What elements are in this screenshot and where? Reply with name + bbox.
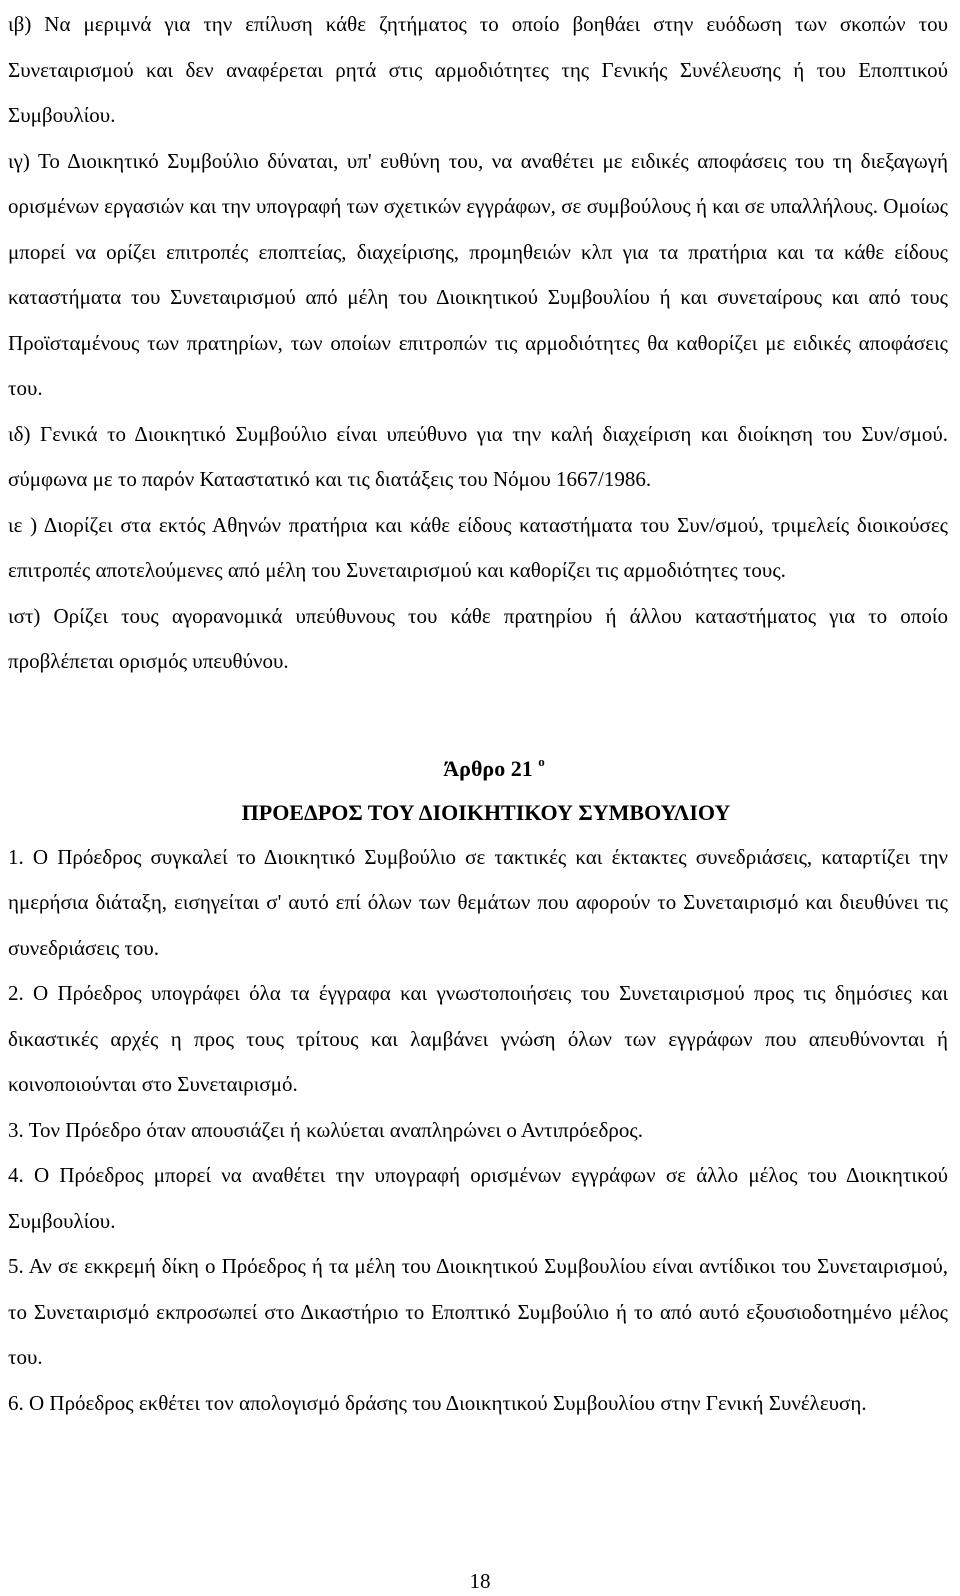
paragraph-item-12: ιβ) Να μεριμνά για την επίλυση κάθε ζητήματος το οποίο βοηθάει στην ευόδωση των σκοπών του Συνεταιρισμού και δεν αναφέρεται ρητά στις αρμοδιότητες της Γενικής Συνέλευσης ή του Εποπτικού Συμβουλίου. [8, 12, 948, 127]
paragraph-item-14: ιδ) Γενικά το Διοικητικό Συμβούλιο είναι υπεύθυνο για την καλή διαχείριση και διοίκηση του Συν/σμού. σύμφωνα με το παρόν Καταστατικό και τις διατάξεις του Νόμου 1667/1986. [8, 421, 948, 491]
paragraph-item-15: ιε ) Διορίζει στα εκτός Αθηνών πρατήρια και κάθε είδους καταστήματα του Συν/σμού, τριμελείς διοικούσες επιτροπές αποτελούμενες από μέλη του Συνεταιρισμού και καθορίζει τις αρμοδιότητες τους. [8, 512, 948, 582]
article-heading [8, 747, 948, 835]
article-title-text: Άρθρο 21 [443, 755, 533, 781]
paragraph-point-1: 1. Ο Πρόεδρος συγκαλεί το Διοικητικό Συμβούλιο σε τακτικές και έκτακτες συνεδριάσεις, καταρτίζει την ημερήσια διάταξη, εισηγείται σ' αυτό επί όλων των θεμάτων που αφορούν το Συνεταιρισμό και διευθύνει τις συνεδριάσεις του. [8, 844, 948, 960]
document-page [8, 2, 948, 1426]
paragraph-point-3: 3. Τον Πρόεδρο όταν απουσιάζει ή κωλύεται αναπληρώνει ο Αντιπρόεδρος. [8, 1117, 643, 1142]
article-title-superscript: ο [538, 753, 545, 769]
paragraph-item-16: ιστ) Ορίζει τους αγορανομικά υπεύθυνους του κάθε πρατηρίου ή άλλου καταστήματος για το οποίο προβλέπεται ορισμός υπευθύνου. [8, 603, 948, 673]
article-title [40, 747, 948, 791]
paragraph-point-5: 5. Αν σε εκκρεμή δίκη ο Πρόεδρος ή τα μέλη του Διοικητικού Συμβουλίου είναι αντίδικοι του Συνεταιρισμού, το Συνεταιρισμό εκπροσωπεί στο Δικαστήριο το Εποπτικό Συμβούλιο ή το από αυτό εξουσιοδοτημένο μέλος του. [8, 1254, 948, 1369]
paragraph-point-6: 6. Ο Πρόεδρος εκθέτει τον απολογισμό δράσης του Διοικητικού Συμβουλίου στην Γενική Συνέλευση. [8, 1390, 867, 1415]
paragraph-point-2: 2. Ο Πρόεδρος υπογράφει όλα τα έγγραφα και γνωστοποιήσεις του Συνεταιρισμού προς τις δημόσιες και δικαστικές αρχές η προς τους τρίτους και λαμβάνει γνώση όλων των εγγράφων που απευθύνονται ή κοινοποιούνται στο Συνεταιρισμό. [8, 981, 948, 1096]
paragraph-point-4: 4. Ο Πρόεδρος μπορεί να αναθέτει την υπογραφή ορισμένων εγγράφων σε άλλο μέλος του Διοικητικού Συμβουλίου. [8, 1163, 948, 1233]
page-number: 18 [469, 1569, 491, 1593]
paragraph-item-13: ιγ) Το Διοικητικό Συμβούλιο δύναται, υπ' ευθύνη του, να αναθέτει με ειδικές αποφάσεις του τη διεξαγωγή ορισμένων εργασιών και την υπογραφή των σχετικών εγγράφων, σε συμβούλους ή και σε υπαλλήλους. Ομοίως μπορεί να ορίζει επιτροπές εποπτείας, διαχείρισης, προμηθειών κλπ για τα πρατήρια και τα κάθε είδους καταστήματα του Συνεταιρισμού από μέλη του Διοικητικού Συμβουλίου ή και συνεταίρους και από τους Προϊσταμένους των πρατηρίων, των οποίων επιτροπών τις αρμοδιότητες θα καθορίζει με ειδικές αποφάσεις του. [8, 148, 948, 400]
section-title: ΠΡΟΕΔΡΟΣ ΤΟΥ ΔΙΟΙΚΗΤΙΚΟΥ ΣΥΜΒΟΥΛΙΟΥ [241, 799, 731, 825]
